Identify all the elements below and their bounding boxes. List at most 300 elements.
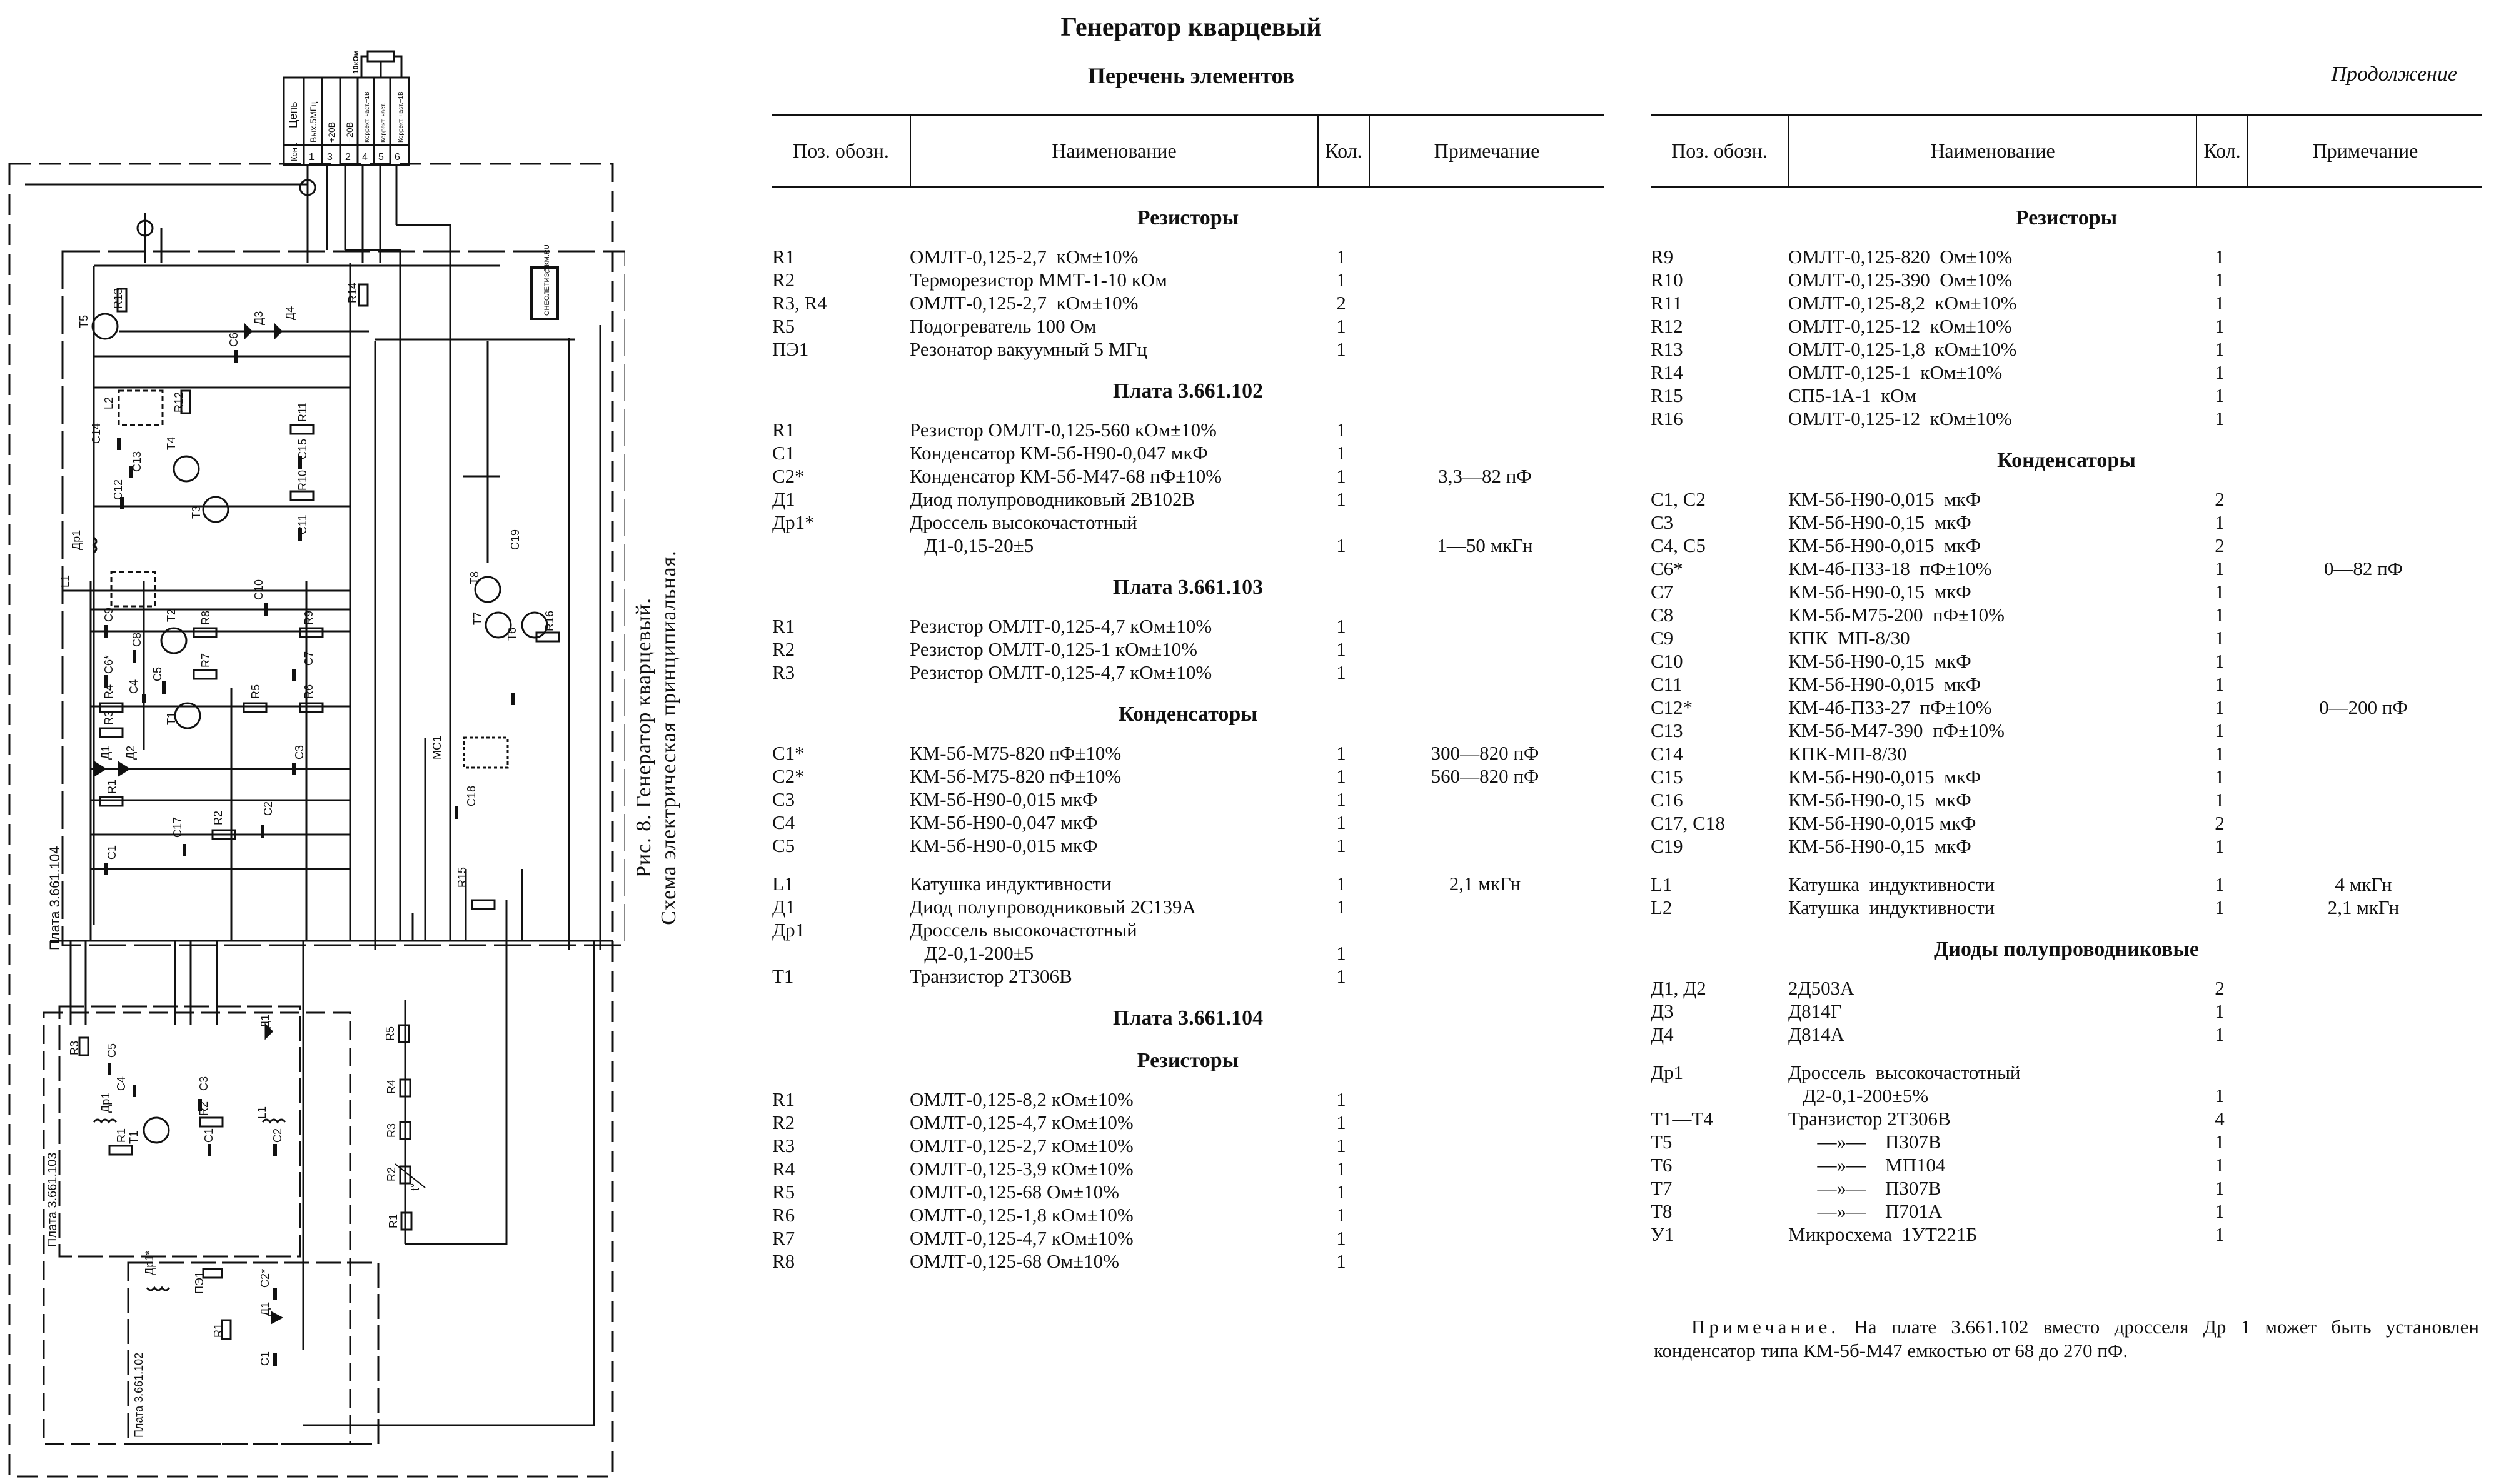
connector-pin-3-num: 3: [327, 152, 333, 163]
cell-name: ОМЛТ-0,125-3,9 кОм±10%: [910, 1158, 1134, 1180]
label-t2: T2: [165, 608, 178, 622]
cell-name: ОМЛТ-0,125-2,7 кОм±10%: [910, 1135, 1134, 1156]
label-r4-heater: R4: [385, 1079, 398, 1094]
cell-quantity: 2: [2215, 488, 2225, 510]
cell-note: [2245, 811, 2482, 835]
cell-position: R8: [772, 1250, 795, 1272]
cell-position: Д3: [1651, 1000, 1674, 1022]
label-c4-104: C4: [128, 679, 140, 694]
connector-pin-5-signal: Коррект. част.: [380, 103, 387, 143]
cell-name: КМ-5б-Н90-0,015 мкФ: [1788, 488, 1981, 510]
header-name: Наименование: [910, 116, 1317, 186]
label-r15: R15: [456, 866, 468, 888]
label-r3-104: R3: [103, 710, 115, 725]
cell-name: КМ-5б-Н90-0,047 мкФ: [910, 811, 1098, 833]
cell-note: [1366, 1111, 1604, 1134]
cell-name: ОМЛТ-0,125-12 кОм±10%: [1788, 315, 2012, 337]
label-c2-102: C2*: [259, 1268, 271, 1288]
table-body: [772, 206, 1604, 1273]
cell-name: Катушка индуктивности: [910, 873, 1112, 895]
cell-position: C3: [1651, 511, 1674, 533]
cell-quantity: 1: [1336, 338, 1346, 360]
cell-note: [2245, 314, 2482, 338]
cell-note: 560—820 пФ: [1431, 765, 1539, 787]
cell-name: ОМЛТ-0,125-8,2 кОм±10%: [910, 1088, 1134, 1110]
cell-name: ОМЛТ-0,125-68 Ом±10%: [910, 1250, 1119, 1272]
cell-note: [2245, 580, 2482, 603]
connector-block: [284, 51, 409, 165]
cell-note: [2245, 626, 2482, 649]
cell-note: [2245, 1176, 2482, 1200]
cell-note: [1366, 1250, 1604, 1273]
cell-quantity: 1: [1336, 488, 1346, 510]
cell-note: [1366, 441, 1604, 464]
circuit-schematic: [0, 0, 625, 1484]
cell-name: —»— П307В: [1788, 1131, 1941, 1153]
label-c10: C10: [253, 579, 265, 600]
cell-note: [2245, 1130, 2482, 1153]
cell-note: [2245, 835, 2482, 858]
label-c2-103: C2: [271, 1128, 284, 1143]
label-c2-104: C2: [262, 801, 274, 816]
label-t5: T5: [78, 314, 90, 328]
table-row: [772, 834, 1604, 857]
cell-quantity: 4: [2215, 1108, 2225, 1130]
cell-position: T8: [1651, 1200, 1673, 1222]
cell-position: C9: [1651, 627, 1674, 649]
cell-quantity: 1: [2215, 384, 2225, 406]
table-row: [1651, 245, 2482, 268]
transistor-t3-symbol: [203, 497, 228, 522]
label-t7: T7: [471, 611, 484, 625]
cell-position: R1: [772, 615, 795, 637]
table-row: [772, 1111, 1604, 1134]
cell-quantity: 1: [1336, 638, 1346, 660]
header-quantity: Кол.: [1317, 116, 1369, 186]
connector-contact-label: Конт.: [289, 142, 299, 161]
table-row: [1651, 1023, 2482, 1046]
cell-note: [2245, 649, 2482, 673]
cell-quantity: 1: [2215, 696, 2225, 718]
cell-quantity: 1: [1336, 661, 1346, 683]
label-c18: C18: [465, 785, 478, 806]
cell-position: C16: [1651, 789, 1683, 811]
cell-note: [2245, 1084, 2482, 1107]
table-row: [1651, 1084, 2482, 1107]
cell-note: 300—820 пФ: [1431, 742, 1539, 764]
header-note: Примечание: [1369, 116, 1604, 186]
cell-note: [1366, 941, 1604, 965]
label-c13: C13: [131, 451, 143, 472]
cell-quantity: 1: [2215, 719, 2225, 741]
cell-note: [1366, 614, 1604, 638]
connector-pin-2-signal: −20В: [345, 121, 355, 143]
table-row: [772, 511, 1604, 534]
continued-label: Продолжение: [2331, 63, 2457, 86]
table-row: [772, 488, 1604, 511]
table-row: [1651, 407, 2482, 430]
cell-name: Резистор ОМЛТ-0,125-4,7 кОм±10%: [910, 661, 1212, 683]
cell-position: Др1: [772, 919, 805, 941]
cell-note: [1366, 788, 1604, 811]
connector-pin-6-num: 6: [395, 152, 400, 163]
table-row: [1651, 1061, 2482, 1084]
label-c4-103: C4: [115, 1076, 128, 1091]
connector-header-label: Цепь: [287, 101, 299, 128]
label-r1-104: R1: [106, 779, 118, 794]
cell-position: Др1*: [772, 511, 815, 533]
cell-quantity: 1: [2215, 673, 2225, 695]
cell-quantity: [2195, 1061, 2245, 1084]
cell-name: Транзистор 2Т306В: [910, 965, 1072, 987]
cell-position: T7: [1651, 1177, 1673, 1199]
table-row: [772, 314, 1604, 338]
label-r6: R6: [303, 684, 315, 699]
table-row: [772, 534, 1604, 557]
cell-name: ОМЛТ-0,125-68 Ом±10%: [910, 1181, 1119, 1203]
cell-position: R9: [1651, 246, 1674, 268]
section-heading: Резисторы: [1137, 1049, 1239, 1072]
cell-position: R1: [772, 246, 795, 268]
cell-note: [2245, 1223, 2482, 1246]
label-l2: L2: [103, 396, 115, 409]
table-row: [1651, 488, 2482, 511]
cell-quantity: 1: [1336, 788, 1346, 810]
label-r3-heater: R3: [385, 1123, 398, 1138]
label-r7: R7: [199, 653, 212, 668]
table-row: [772, 1157, 1604, 1180]
table-row: [772, 245, 1604, 268]
cell-quantity: 1: [1336, 942, 1346, 964]
parts-table-left: [772, 114, 1604, 1273]
connector-pin-3-signal: +20В: [326, 121, 336, 143]
connector-pin-4-signal: Коррект. част.+1В: [364, 91, 371, 143]
cell-name: КПК МП-8/30: [1788, 627, 1910, 649]
connector-pin-2-num: 2: [345, 152, 351, 163]
table-row: [772, 788, 1604, 811]
table-row: [1651, 873, 2482, 896]
label-c11: C11: [296, 514, 309, 534]
cell-quantity: 1: [1336, 1158, 1346, 1180]
cell-quantity: 1: [2215, 558, 2225, 579]
cell-note: [1366, 661, 1604, 684]
cell-quantity: 1: [2215, 627, 2225, 649]
cell-name: Д2-0,1-200±5%: [1788, 1085, 1929, 1106]
cell-name: ОМЛТ-0,125-390 Ом±10%: [1788, 269, 2013, 291]
table-row: [772, 1180, 1604, 1203]
cell-note: [1366, 638, 1604, 661]
table-row: [772, 1226, 1604, 1250]
cell-name: Д814А: [1788, 1023, 1845, 1045]
label-r1-heater: R1: [387, 1213, 400, 1228]
cell-quantity: 1: [2215, 1131, 2225, 1153]
cell-quantity: 2: [2215, 534, 2225, 556]
cell-note: [1366, 245, 1604, 268]
cell-note: [2245, 361, 2482, 384]
section-heading: Диоды полупроводниковые: [1934, 938, 2199, 961]
cell-name: КМ-5б-Н90-0,15 мкФ: [1788, 581, 1971, 603]
section-heading: Плата 3.661.103: [1112, 576, 1264, 599]
cell-name: ОМЛТ-0,125-1 кОм±10%: [1788, 361, 2003, 383]
label-c17: C17: [171, 816, 184, 838]
cell-position: C5: [772, 835, 795, 856]
cell-name: ОМЛТ-0,125-1,8 кОм±10%: [910, 1204, 1134, 1226]
cell-note: [2245, 338, 2482, 361]
header-note: Примечание: [2247, 116, 2482, 186]
cell-name: КМ-4б-П33-27 пФ±10%: [1788, 696, 1992, 718]
board-103-label: Плата 3.661.103: [46, 1152, 59, 1247]
table-row: [772, 464, 1604, 488]
cell-position: R3: [772, 661, 795, 683]
cell-note: [1366, 314, 1604, 338]
table-row: [772, 638, 1604, 661]
cell-name: —»— П307В: [1788, 1177, 1941, 1199]
label-c14: C14: [90, 423, 103, 444]
label-t1-103: T1: [128, 1130, 140, 1144]
cell-note: [2245, 268, 2482, 291]
table-row: [1651, 268, 2482, 291]
cell-quantity: 1: [1336, 534, 1346, 556]
section-heading: Резисторы: [2015, 206, 2118, 229]
cell-position: C2*: [772, 465, 805, 487]
cell-name: Дроссель высокочастотный: [910, 511, 1137, 533]
table-body: [1651, 206, 2482, 1246]
label-l1-104: L1: [59, 574, 71, 588]
cell-name: Микросхема 1УТ221Б: [1788, 1223, 1978, 1245]
section-heading: Конденсаторы: [1997, 449, 2136, 472]
cell-position: R5: [772, 1181, 795, 1203]
cell-name: КМ-5б-Н90-0,015 мкФ: [1788, 673, 1981, 695]
label-c1-103: C1: [203, 1128, 215, 1143]
cell-name: Д2-0,1-200±5: [910, 942, 1034, 964]
cell-note: [2245, 534, 2482, 557]
section-heading: Конденсаторы: [1119, 703, 1257, 726]
table-row: [1651, 1153, 2482, 1176]
cell-note: [1366, 1180, 1604, 1203]
cell-name: Терморезистор ММТ-1-10 кОм: [910, 269, 1167, 291]
cell-quantity: 1: [1336, 765, 1346, 787]
header-position: Поз. обозн.: [1671, 139, 1768, 162]
cell-quantity: 1: [2215, 743, 2225, 765]
label-c6-star: C6*: [103, 654, 115, 674]
table-row: [772, 614, 1604, 638]
cell-position: R15: [1651, 384, 1683, 406]
table-row: [772, 418, 1604, 441]
figure-caption-line-2: Схема электрическая принципиальная.: [657, 550, 680, 925]
cell-quantity: 1: [1336, 965, 1346, 987]
cell-position: C14: [1651, 743, 1683, 765]
label-r2-104: R2: [212, 810, 224, 825]
table-row: [1651, 534, 2482, 557]
cell-name: ОМЛТ-0,125-2,7 кОм±10%: [910, 246, 1139, 268]
cell-quantity: 1: [1336, 896, 1346, 918]
label-c1-102: C1: [259, 1351, 271, 1366]
cell-name: КМ-5б-Н90-0,015 мкФ: [1788, 812, 1976, 834]
label-c5-103: C5: [106, 1043, 118, 1058]
transistor-t4-symbol: [174, 456, 199, 481]
cell-quantity: 2: [2215, 812, 2225, 834]
cell-name: Диод полупроводниковый 2С139А: [910, 896, 1196, 918]
section-heading: Плата 3.661.104: [1112, 1006, 1264, 1030]
table-row: [1651, 896, 2482, 919]
cell-quantity: 1: [1336, 811, 1346, 833]
cell-note: [1366, 1134, 1604, 1157]
label-r12: R12: [173, 391, 185, 413]
cell-quantity: 1: [2215, 650, 2225, 672]
cell-position: R11: [1651, 292, 1683, 314]
table-row: [1651, 649, 2482, 673]
label-d1-102: Д1: [259, 1301, 271, 1316]
cell-name: ОМЛТ-0,125-12 кОм±10%: [1788, 408, 2012, 429]
label-c15: C15: [296, 438, 309, 459]
label-temperature: t°: [409, 1183, 421, 1191]
label-r13: R13: [112, 288, 124, 309]
table-row: [1651, 673, 2482, 696]
cell-name: Катушка индуктивности: [1788, 896, 1995, 918]
cell-quantity: 2: [2215, 977, 2225, 999]
cell-name: Транзистор 2Т306В: [1788, 1108, 1951, 1130]
cell-position: У1: [1651, 1223, 1674, 1245]
label-d3: Д3: [253, 311, 265, 325]
cell-quantity: 1: [1336, 246, 1346, 268]
table-row: [1651, 626, 2482, 649]
external-resistor-label: 10кОм: [351, 50, 360, 74]
cell-name: ОМЛТ-0,125-8,2 кОм±10%: [1788, 292, 2017, 314]
table-row: [1651, 788, 2482, 811]
cell-quantity: 1: [1336, 419, 1346, 441]
table-row: [1651, 765, 2482, 788]
cell-note: [2245, 1023, 2482, 1046]
cell-quantity: 1: [2215, 408, 2225, 429]
cell-note: 2,1 мкГн: [1449, 873, 1521, 895]
table-row: [1651, 696, 2482, 719]
table-row: [1651, 1176, 2482, 1200]
cell-note: [1366, 488, 1604, 511]
cell-name: КМ-5б-Н90-0,015 мкФ: [910, 788, 1098, 810]
header-position: Поз. обозн.: [793, 139, 889, 162]
table-row: [1651, 314, 2482, 338]
label-c7: C7: [303, 651, 315, 666]
cell-name: СП5-1А-1 кОм: [1788, 384, 1917, 406]
footnote-label: Примечание.: [1691, 1316, 1840, 1338]
table-row: [1651, 811, 2482, 835]
table-row: [772, 441, 1604, 464]
cell-position: T5: [1651, 1131, 1673, 1153]
cell-name: КПК-МП-8/30: [1788, 743, 1907, 765]
cell-note: [2245, 742, 2482, 765]
table-row: [772, 741, 1604, 765]
cell-quantity: 1: [2215, 1000, 2225, 1022]
cell-name: Диод полупроводниковый 2В102В: [910, 488, 1195, 510]
table-row: [772, 338, 1604, 361]
cell-position: R2: [772, 1111, 795, 1133]
parts-table-right: [1651, 114, 2482, 1246]
cell-note: [1366, 291, 1604, 314]
label-c8: C8: [131, 632, 143, 647]
label-l1-103: L1: [256, 1106, 268, 1119]
cell-note: [1366, 1203, 1604, 1226]
cell-name: КМ-5б-М47-390 пФ±10%: [1788, 719, 2005, 741]
cell-position: T1—T4: [1651, 1108, 1713, 1130]
cell-quantity: 1: [1336, 315, 1346, 337]
cell-note: [1366, 511, 1604, 534]
connector-pin-1-num: 1: [309, 152, 315, 163]
footnote-text: На плате 3.661.102 вместо дросселя Др 1 может быть установлен конденсатор типа КМ-5б-М47 емкостью от 68 до 270 пФ.: [1654, 1316, 2479, 1361]
table-row: [772, 1250, 1604, 1273]
cell-position: C15: [1651, 766, 1683, 788]
cell-position: [1651, 1084, 1788, 1107]
cell-note: [2245, 765, 2482, 788]
label-r3-103: R3: [68, 1040, 81, 1055]
board-102-label: Плата 3.661.102: [133, 1352, 145, 1438]
cell-position: R3: [772, 1135, 795, 1156]
table-row: [772, 661, 1604, 684]
label-pe1: ПЭ1: [193, 1271, 206, 1294]
section-heading: Резисторы: [1137, 206, 1239, 229]
cell-position: C4, C5: [1651, 534, 1706, 556]
outer-housing-boundary: [9, 164, 613, 1476]
label-c5-104: C5: [151, 666, 164, 681]
row-spacer: [772, 857, 1604, 872]
cell-quantity: 1: [1336, 465, 1346, 487]
cell-note: [2245, 488, 2482, 511]
table-row: [772, 811, 1604, 834]
cell-position: Д1: [772, 488, 795, 510]
cell-quantity: 1: [1336, 873, 1346, 895]
cell-position: C11: [1651, 673, 1683, 695]
label-r4-104: R4: [103, 684, 115, 699]
board-103-boundary: [59, 1006, 300, 1256]
cell-name: Резистор ОМЛТ-0,125-1 кОм±10%: [910, 638, 1197, 660]
cell-name: Д1-0,15-20±5: [910, 534, 1034, 556]
table-row: [772, 268, 1604, 291]
cell-quantity: 1: [1336, 1088, 1346, 1110]
table-row: [1651, 976, 2482, 1000]
header-name: Наименование: [1788, 116, 2196, 186]
label-d4: Д4: [284, 306, 296, 320]
label-r9: R9: [303, 610, 315, 625]
cell-quantity: 1: [2215, 896, 2225, 918]
cell-position: L1: [772, 873, 794, 895]
label-c1-104: C1: [106, 845, 118, 860]
label-d2-104: Д2: [124, 745, 137, 760]
cell-quantity: [1316, 511, 1366, 534]
cell-name: ОМЛТ-0,125-820 Ом±10%: [1788, 246, 2013, 268]
header-quantity: Кол.: [2196, 116, 2247, 186]
cell-note: [1366, 1226, 1604, 1250]
table-row: [1651, 742, 2482, 765]
table-row: [772, 941, 1604, 965]
table-row: [1651, 1200, 2482, 1223]
cell-quantity: 1: [1336, 742, 1346, 764]
table-row: [1651, 1223, 2482, 1246]
cell-name: Дроссель высокочастотный: [1788, 1061, 2021, 1083]
cell-note: [2245, 603, 2482, 626]
parts-list-title: Перечень элементов: [1087, 63, 1295, 88]
transistor-t5-symbol: [93, 314, 118, 339]
cell-note: 2,1 мкГн: [2327, 896, 2400, 918]
document-title: Генератор кварцевый: [1060, 13, 1322, 42]
table-row: [1651, 1000, 2482, 1023]
table-row: [772, 872, 1604, 895]
cell-position: C10: [1651, 650, 1683, 672]
cell-quantity: 1: [1336, 1135, 1346, 1156]
cell-position: [772, 941, 910, 965]
cell-quantity: 1: [2215, 338, 2225, 360]
table-row: [1651, 511, 2482, 534]
stamp-text: ОНЕОЛЕТИЗ@КМ.RU: [543, 244, 551, 316]
cell-position: C2*: [772, 765, 805, 787]
